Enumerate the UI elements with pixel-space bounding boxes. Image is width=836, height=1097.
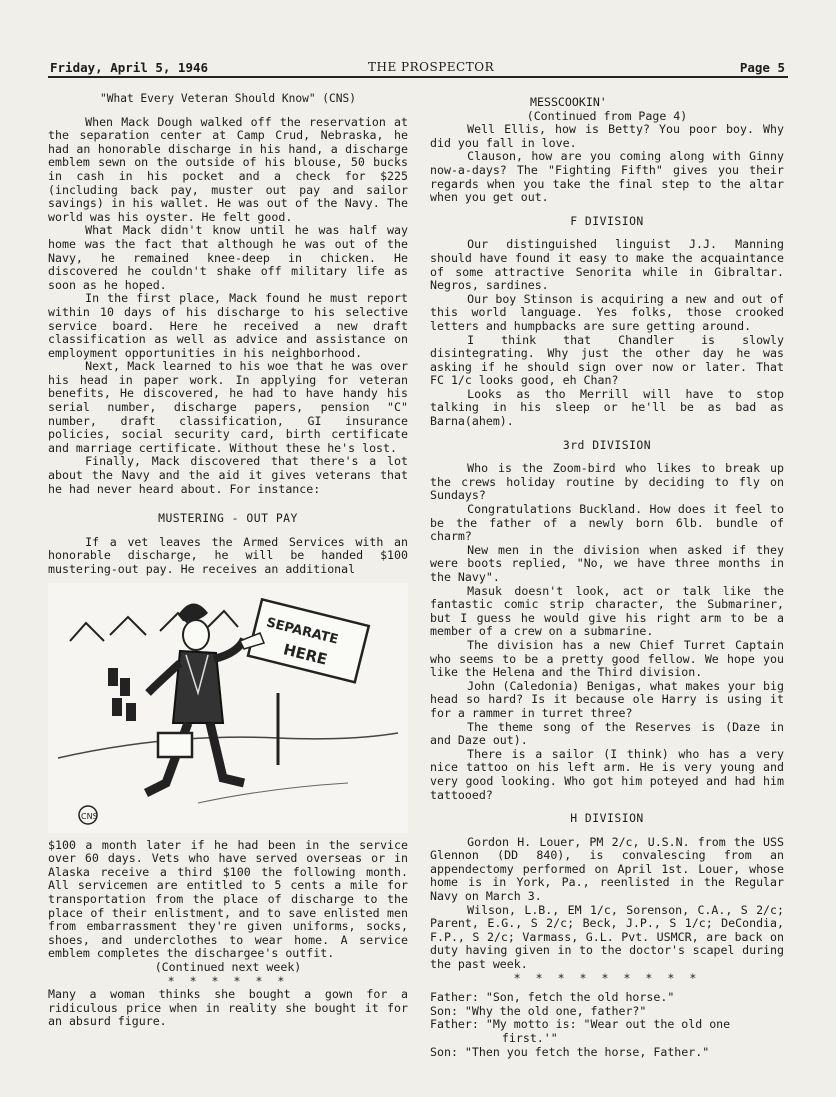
header-masthead: THE PROSPECTOR bbox=[368, 60, 495, 74]
third-division-paragraph: There is a sailor (I think) who has a very nice tattoo on his left arm. He is very young and very good looking. Who got him poteyed and had him tattooed? bbox=[430, 746, 784, 802]
messcookin-title: MESSCOOKIN' bbox=[530, 95, 607, 109]
subhead-mustering: MUSTERING - OUT PAY bbox=[158, 511, 298, 526]
h-division-paragraph: Gordon H. Louer, PM 2/c, U.S.N. from the USS Glennon (DD 840), is convalescing from an appendectomy performed on April 1st. Louer, whose home is in York, Pa., reenlisted in the Regular Navy on March 3. bbox=[430, 834, 784, 904]
article-paragraph: If a vet leaves the Armed Services with an honorable discharge, he will be handed $100 mustering-out pay. He receives an additional bbox=[48, 534, 408, 576]
sign-text-2: HERE bbox=[281, 639, 330, 669]
f-division-paragraph: Our boy Stinson is acquiring a new and out of this world language. Yes folks, those crooked letters and humpbacks are sure getting around. bbox=[430, 291, 784, 333]
third-division-paragraph: Who is the Zoom-bird who likes to break up the crews holiday routine by deciding to fly on Sundays? bbox=[430, 461, 784, 503]
article-paragraph: Finally, Mack discovered that there's a lot about the Navy and the aid it gives veterans that he had never heard about. For instance: bbox=[48, 454, 408, 496]
third-division-paragraph: Congratulations Buckland. How does it feel to be the father of a newly born 6lb. bundle of charm? bbox=[430, 502, 784, 544]
dialog-line: Father: "Son, fetch the old horse." bbox=[430, 990, 675, 1005]
f-division-title: F DIVISION bbox=[570, 213, 644, 228]
f-division-paragraph: Our distinguished linguist J.J. Manning should have found it easy to make the acquaintance of some attractive Senorita while in Gibraltar. Negros, sardines. bbox=[430, 237, 784, 293]
header-rule bbox=[48, 76, 788, 78]
filler-joke: Many a woman thinks she bought a gown for a ridiculous price when in reality she bought it for an absurd figure. bbox=[48, 987, 408, 1029]
third-division-paragraph: New men in the division when asked if they were boots replied, "No, we have three months in the Navy". bbox=[430, 542, 784, 584]
cartoon-credit: CNS bbox=[81, 811, 98, 821]
dialog-line: Father: "My motto is: "Wear out the old one bbox=[430, 1017, 731, 1032]
left-column bbox=[48, 92, 408, 1029]
article-paragraph: When Mack Dough walked off the reservation at the separation center at Camp Crud, Nebraska, he had an honorable discharge in his hand, a discharge emblem sewn on the outside of his blouse, 50 bucks in cash in his pocket and a check for $225 (including back pay, muster out pay and sailor savings) in his wallet. He was out of the Navy. The world was his oyster. He felt good. bbox=[48, 114, 408, 224]
article-paragraph: $100 a month later if he had been in the service over 60 days. Vets who have served overseas or in Alaska receive a third $100 the following month. All servicemen are entitled to 5 cents a mile for transportation from the place of discharge to the place of their enlistment, and to save enlisted men from embarrassment they're given uniforms, socks, shoes, and underclothes to wear home. A service emblem completes the dischargee's outfit. bbox=[48, 837, 408, 961]
separator-stars: * * * * * * bbox=[167, 973, 289, 988]
messcookin-paragraph: Clauson, how are you coming along with Ginny now-a-days? The "Fighting Fifth" gives you their regards when you take the final step to the altar when you get out. bbox=[430, 149, 784, 205]
joke-dialog bbox=[430, 991, 784, 1059]
cartoon-illustration bbox=[48, 583, 408, 833]
header-date: Friday, April 5, 1946 bbox=[50, 60, 209, 75]
h-division-paragraph: Wilson, L.B., EM 1/c, Sorenson, C.A., S 2/c; Parent, E.G., S 2/c; Beck, J.P., S 1/c; DeCondia, F.P., S 2/c; Varmass, G.L. Pvt. USMCR, are back on duty having given in to the doctor's scapel during the past week. bbox=[430, 902, 784, 972]
sign-text-1: SEPARATE bbox=[264, 614, 340, 648]
right-column bbox=[430, 96, 784, 1059]
dialog-line: Son: "Then you fetch the horse, Father." bbox=[430, 1044, 710, 1059]
third-division-title: 3rd DIVISION bbox=[562, 437, 652, 452]
separator-stars: * * * * * * * * * bbox=[513, 970, 701, 985]
h-division-title: H DIVISION bbox=[570, 811, 644, 826]
f-division-paragraph: Looks as tho Merrill will have to stop talking in his sleep or he'll be as bad as Barna(ahem). bbox=[430, 386, 784, 429]
article-paragraph: Next, Mack learned to his woe that he was over his head in paper work. In applying for veteran benefits, He discovered, he had to have handy his serial number, discharge papers, pension "C" number, draft classification, GI insurance policies, social security card, birth certificate and marriage certificate. Without these he's lost. bbox=[48, 359, 408, 455]
dialog-line: first.'" bbox=[501, 1031, 558, 1045]
cartoon-drawing bbox=[48, 583, 408, 833]
third-division-paragraph: John (Caledonia) Benigas, what makes your big head so hard? Is it because ole Harry is using it for a rammer in turret three? bbox=[430, 678, 784, 720]
messcookin-continued: (Continued from Page 4) bbox=[526, 108, 688, 123]
messcookin-paragraph: Well Ellis, how is Betty? You poor boy. Why did you fall in love. bbox=[430, 122, 784, 150]
third-division-paragraph: Masuk doesn't look, act or talk like the fantastic comic strip character, the Submariner, but I guess he would give his right arm to be a member of a crew on a submarine. bbox=[430, 583, 784, 639]
article-title: "What Every Veteran Should Know" (CNS) bbox=[100, 92, 356, 105]
f-division-paragraph: I think that Chandler is slowly disintegrating. Why just the other day he was asking if he should sign over now or later. That FC 1/c looks good, eh Chan? bbox=[430, 332, 784, 388]
third-division-paragraph: The division has a new Chief Turret Captain who seems to be a pretty good fellow. We hope you like the Helena and the Third division. bbox=[430, 637, 784, 680]
article-paragraph: In the first place, Mack found he must report within 10 days of his discharge to his selective service board. Here he received a new draft classification as well as advice and assistance on employment opportunities in his neighborhood. bbox=[48, 291, 408, 360]
dialog-line: Son: "Why the old one, father?" bbox=[430, 1003, 647, 1018]
third-division-paragraph: The theme song of the Reserves is (Daze in and Daze out). bbox=[430, 719, 784, 748]
article-paragraph: What Mack didn't know until he was half way home was the fact that although he was out of the Navy, he remained knee-deep in chicken. He discovered he couldn't shake off military life as soon as he hoped. bbox=[48, 223, 408, 292]
header-page-number: Page 5 bbox=[739, 60, 785, 75]
continued-note: (Continued next week) bbox=[154, 959, 302, 974]
